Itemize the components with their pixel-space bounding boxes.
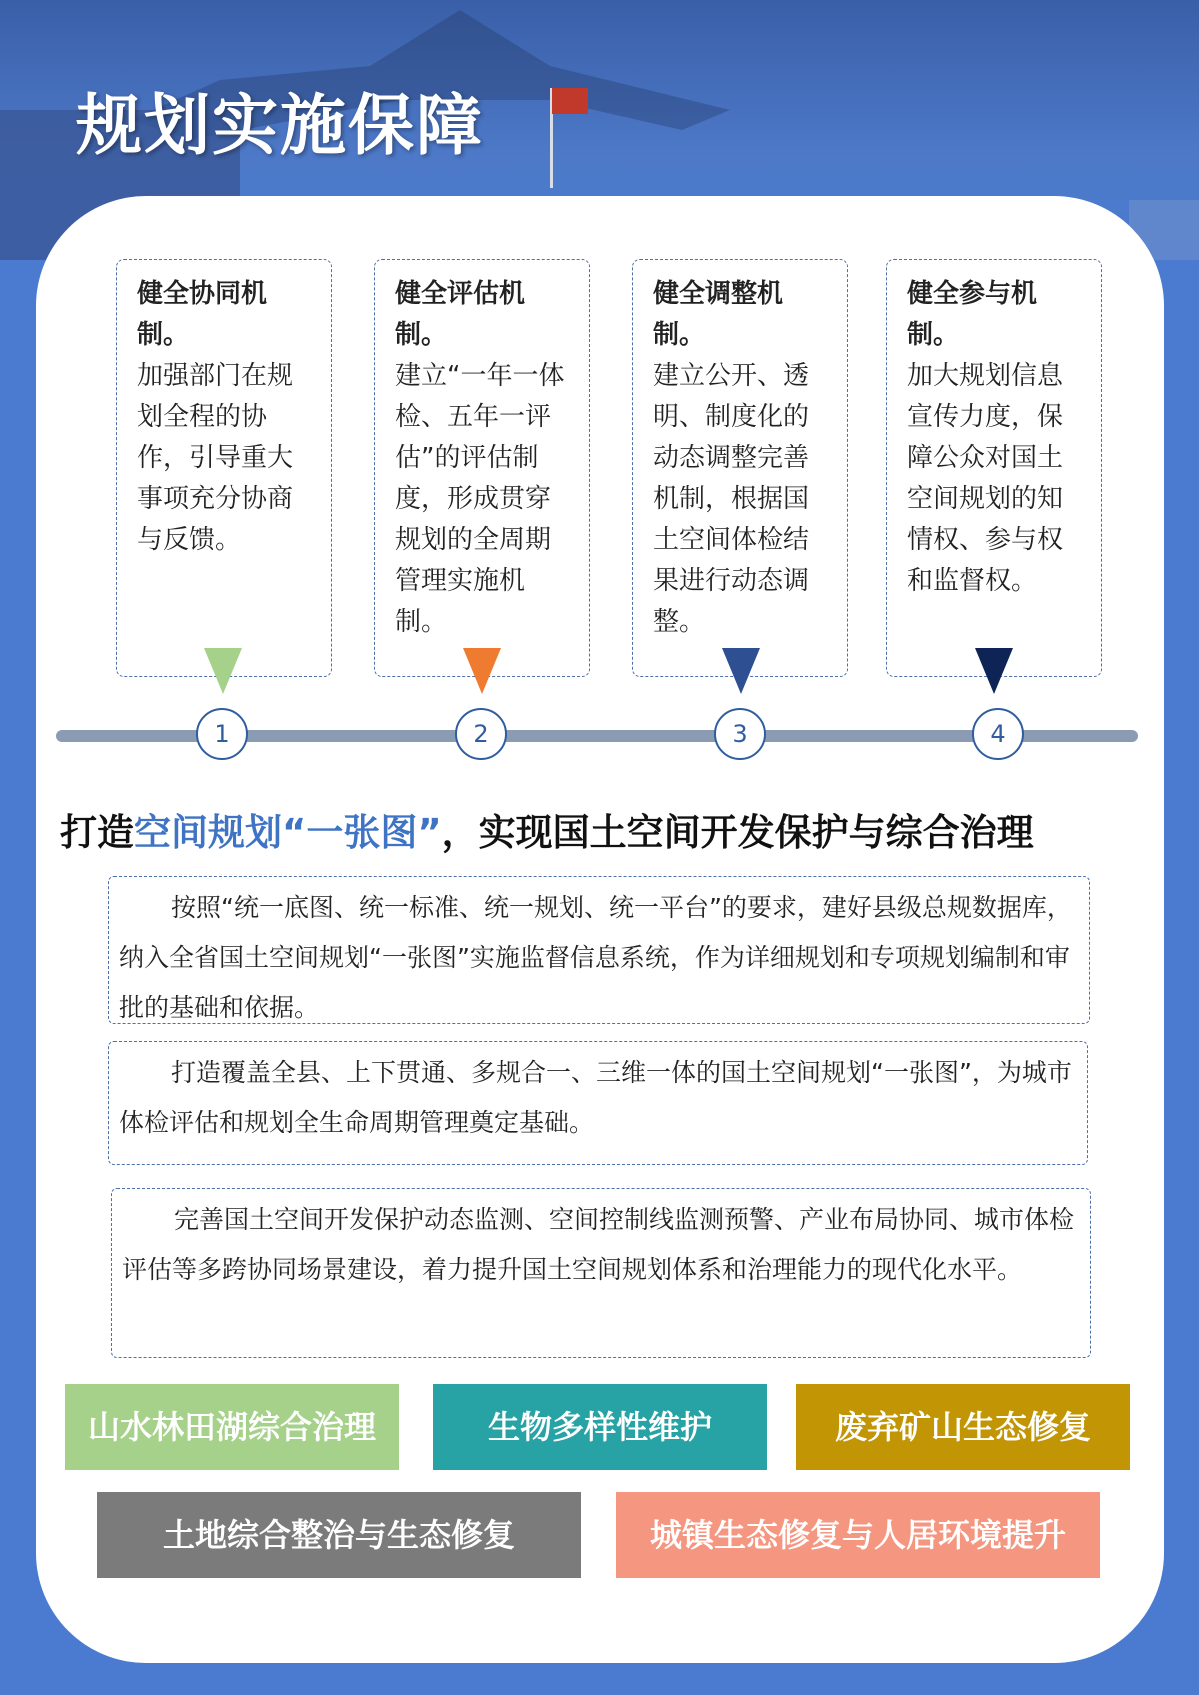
tag-urban-restoration: 城镇生态修复与人居环境提升	[616, 1492, 1100, 1578]
mechanism-box-adjustment	[632, 259, 848, 677]
paragraph-box-3: 完善国土空间开发保护动态监测、空间控制线监测预警、产业布局协同、城市体检评估等多跨协同场景建设，着力提升国土空间规划体系和治理能力的现代化水平。	[111, 1188, 1091, 1358]
mechanism-body: 加强部门在规划全程的协作，引导重大事项充分协商与反馈。	[137, 361, 294, 555]
tag-land-consolidation: 土地综合整治与生态修复	[97, 1492, 581, 1578]
flag-icon	[552, 88, 588, 114]
arrow-down-icon	[463, 648, 501, 694]
page-title: 规划实施保障	[76, 87, 484, 164]
arrow-down-icon	[722, 648, 760, 694]
paragraph-box-1: 按照“统一底图、统一标准、统一规划、统一平台”的要求，建好县级总规数据库，纳入全省国土空间规划“一张图”实施监督信息系统，作为详细规划和专项规划编制和审批的基础和依据。	[108, 876, 1090, 1024]
timeline-step-4: 4	[972, 708, 1024, 760]
mechanism-title: 健全协同机制。	[137, 279, 268, 350]
mechanism-title: 健全参与机制。	[907, 279, 1038, 350]
mechanism-body: 建立“一年一体检、五年一评估”的评估制度，形成贯穿规划的全周期管理实施机制。	[395, 361, 565, 637]
mechanism-box-evaluation	[374, 259, 590, 677]
tag-mine-restoration: 废弃矿山生态修复	[796, 1384, 1130, 1470]
tag-landscape-governance: 山水林田湖综合治理	[65, 1384, 399, 1470]
section-headline	[60, 802, 1160, 856]
headline-accent: 空间规划“一张图”	[134, 811, 442, 854]
timeline-step-1: 1	[196, 708, 248, 760]
mechanism-title: 健全调整机制。	[653, 279, 784, 350]
timeline-step-3: 3	[714, 708, 766, 760]
mechanism-body: 加大规划信息宣传力度，保障公众对国土空间规划的知情权、参与权和监督权。	[907, 361, 1064, 596]
mechanism-box-participation	[886, 259, 1102, 677]
paragraph-box-2: 打造覆盖全县、上下贯通、多规合一、三维一体的国土空间规划“一张图”，为城市体检评估和规划全生命周期管理奠定基础。	[108, 1041, 1088, 1165]
arrow-down-icon	[975, 648, 1013, 694]
headline-suffix: ，实现国土空间开发保护与综合治理	[441, 811, 1034, 854]
tag-biodiversity: 生物多样性维护	[433, 1384, 767, 1470]
mechanism-body: 建立公开、透明、制度化的动态调整完善机制，根据国土空间体检结果进行动态调整。	[653, 361, 810, 637]
arrow-down-icon	[204, 648, 242, 694]
timeline-step-2: 2	[455, 708, 507, 760]
headline-prefix: 打造	[60, 811, 134, 854]
mechanism-box-coordination	[116, 259, 332, 677]
mechanism-title: 健全评估机制。	[395, 279, 526, 350]
